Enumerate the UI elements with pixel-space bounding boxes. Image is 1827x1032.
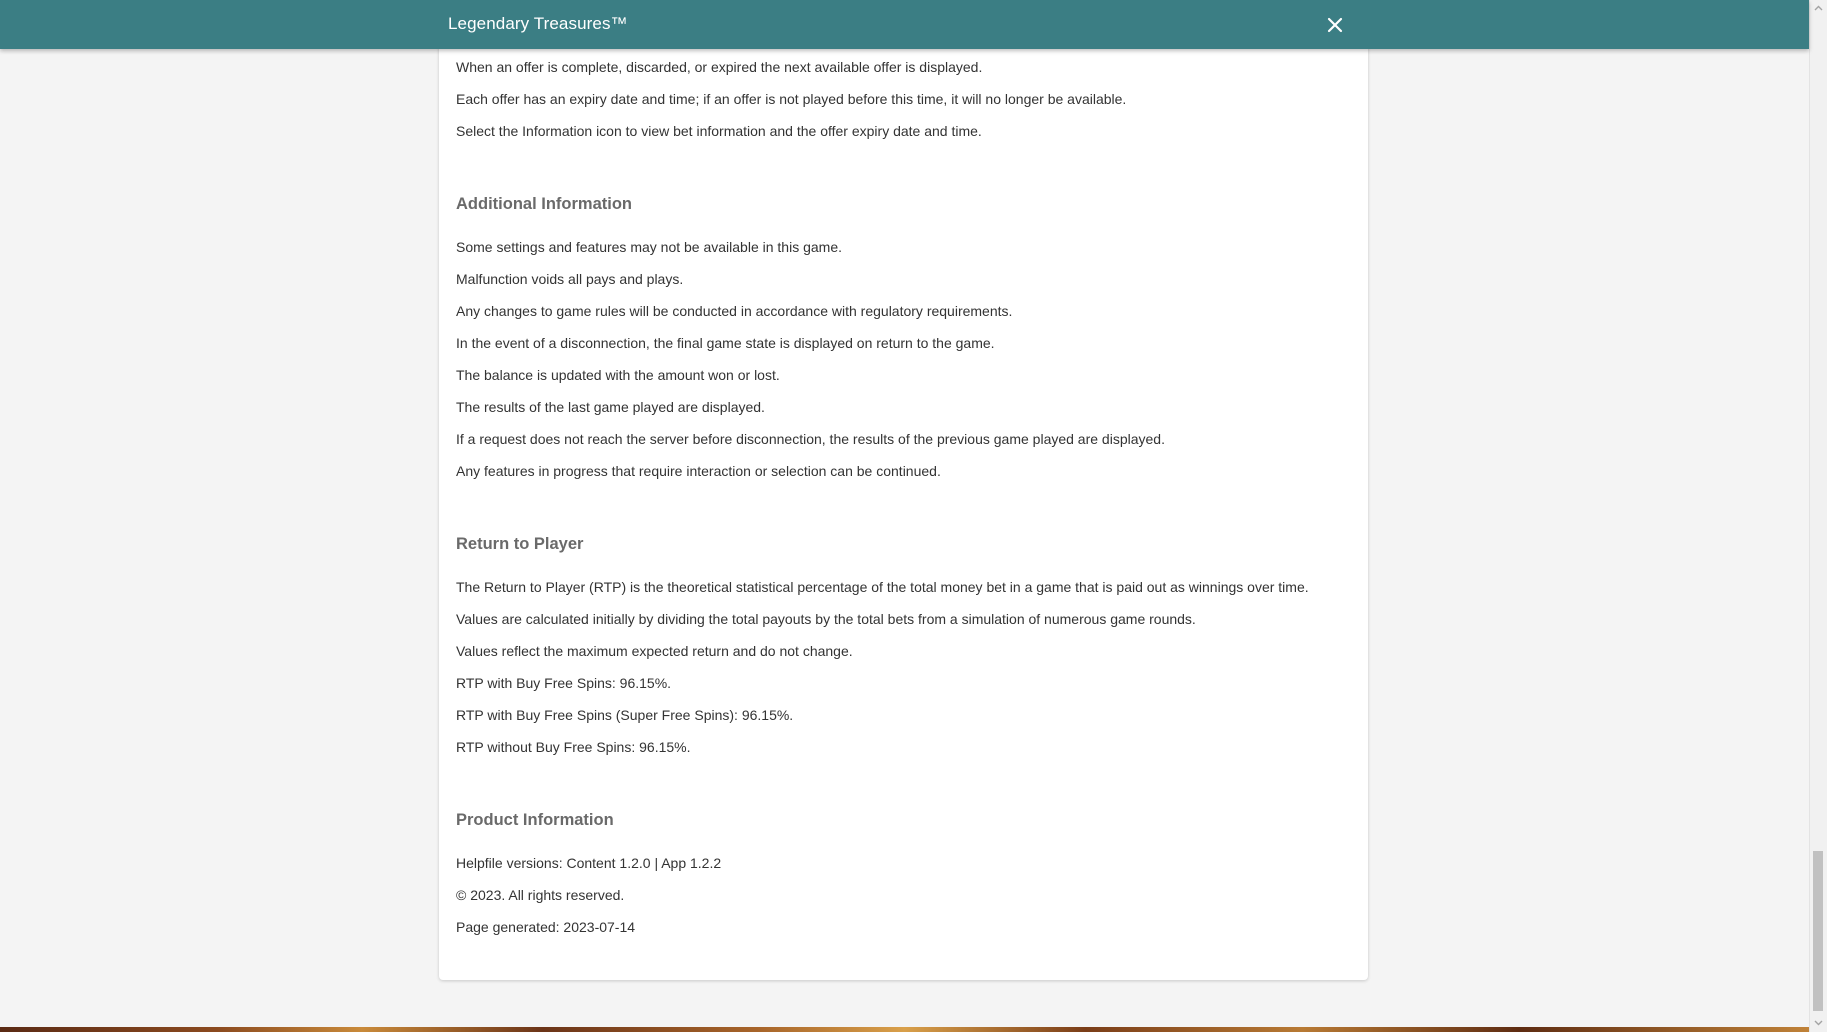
helpfile-versions: Helpfile versions: Content 1.2.0 | App 1.2.2 <box>456 855 722 871</box>
rtp-paragraph: Values are calculated initially by dividing the total payouts by the total bets from a simulation of numerous game rounds. <box>456 611 1196 627</box>
intro-paragraph: Each offer has an expiry date and time; if an offer is not played before this time, it will no longer be available. <box>456 91 1127 107</box>
page-generated-date: Page generated: 2023-07-14 <box>456 919 636 935</box>
additional-info-paragraph: Any features in progress that require interaction or selection can be continued. <box>456 463 941 479</box>
additional-info-paragraph: The balance is updated with the amount won or lost. <box>456 367 780 383</box>
section-heading-return-to-player: Return to Player <box>456 535 584 553</box>
close-button[interactable] <box>1323 13 1347 37</box>
intro-paragraph: When an offer is complete, discarded, or expired the next available offer is displayed. <box>456 59 983 75</box>
help-content <box>456 56 1356 948</box>
game-background-strip <box>0 1027 1809 1032</box>
copyright-notice: © 2023. All rights reserved. <box>456 887 625 903</box>
rtp-paragraph: The Return to Player (RTP) is the theoretical statistical percentage of the total money bet in a game that is paid out as winnings over time. <box>456 579 1309 595</box>
header-title: Legendary Treasures™ <box>448 14 628 33</box>
section-heading-product-information: Product Information <box>456 811 614 829</box>
help-header-bar <box>0 0 1809 49</box>
additional-info-paragraph: In the event of a disconnection, the final game state is displayed on return to the game. <box>456 335 995 351</box>
additional-info-paragraph: If a request does not reach the server before disconnection, the results of the previous game played are displayed. <box>456 431 1165 447</box>
section-heading-additional-information: Additional Information <box>456 195 632 213</box>
intro-paragraph: Select the Information icon to view bet information and the offer expiry date and time. <box>456 123 982 139</box>
additional-info-paragraph: Any changes to game rules will be conducted in accordance with regulatory requirements. <box>456 303 1013 319</box>
additional-info-paragraph: The results of the last game played are displayed. <box>456 399 765 415</box>
scroll-up-arrow-icon[interactable] <box>1810 0 1827 17</box>
additional-info-paragraph: Some settings and features may not be available in this game. <box>456 239 842 255</box>
vertical-scrollbar[interactable] <box>1809 0 1827 1032</box>
rtp-value-buy-free-spins: RTP with Buy Free Spins: 96.15%. <box>456 675 672 691</box>
close-icon <box>1323 13 1347 37</box>
scroll-down-arrow-icon[interactable] <box>1810 1014 1827 1031</box>
rtp-value-super-free-spins: RTP with Buy Free Spins (Super Free Spins): 96.15%. <box>456 707 794 723</box>
additional-info-paragraph: Malfunction voids all pays and plays. <box>456 271 684 287</box>
rtp-paragraph: Values reflect the maximum expected return and do not change. <box>456 643 853 659</box>
scrollbar-thumb[interactable] <box>1813 851 1823 1011</box>
rtp-value-without-buy: RTP without Buy Free Spins: 96.15%. <box>456 739 691 755</box>
